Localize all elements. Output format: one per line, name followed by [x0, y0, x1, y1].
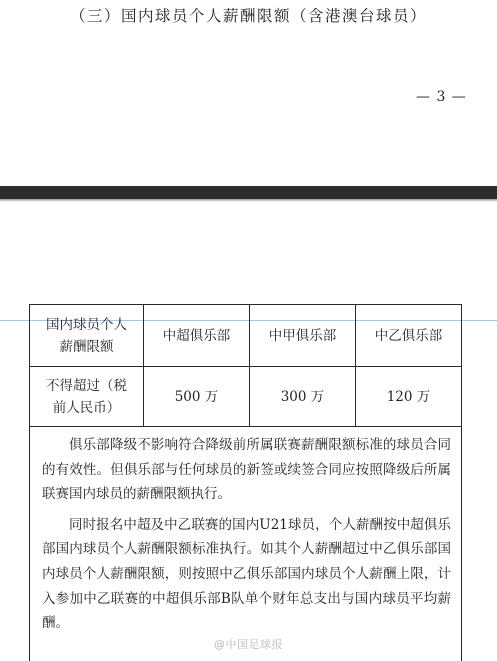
- page-separator: [0, 186, 497, 199]
- column-header-csl: 中超俱乐部: [144, 305, 250, 367]
- note-paragraph-relegation: 俱乐部降级不影响符合降级前所属联赛薪酬限额标准的球员合同的有效性。但俱乐部与任何球员的新签或续签合同应按照降级后所属联赛国内球员的薪酬限额执行。: [42, 437, 451, 503]
- table-notes-row: [30, 427, 462, 661]
- notes-cell: [30, 427, 462, 661]
- value-league-one: 300 万: [250, 367, 356, 427]
- value-csl: 500 万: [144, 367, 250, 427]
- document-page-top: [0, 0, 497, 186]
- section-heading: （三）国内球员个人薪酬限额（含港澳台球员）: [69, 7, 427, 25]
- header-label-line-1: 国内球员个人: [46, 316, 127, 333]
- header-label-line-2: 薪酬限额: [59, 338, 114, 355]
- row-label-line-2: 前人民币）: [52, 399, 121, 416]
- value-league-two: 120 万: [356, 367, 462, 427]
- column-header-league-one: 中甲俱乐部: [250, 305, 356, 367]
- row-label-cell: [30, 367, 144, 427]
- row-label-line-1: 不得超过（税: [46, 377, 127, 394]
- note-paragraph-u21: 同时报名中超及中乙联赛的国内U21球员，个人薪酬按中超俱乐部国内球员个人薪酬限额标准执行。如其个人薪酬超过中乙俱乐部国内球员个人薪酬限额，则按照中乙俱乐部国内球员个人薪酬上限，计入参加中乙联赛的中超俱乐部B队单个财年总支出与国内球员平均薪酬。: [42, 516, 451, 632]
- watermark: @中国足球报: [214, 638, 283, 651]
- salary-limit-table: [29, 304, 462, 661]
- page-number: — 3 —: [416, 89, 467, 105]
- header-label-cell: [30, 305, 144, 367]
- table-value-row: [30, 367, 462, 427]
- column-header-league-two: 中乙俱乐部: [356, 305, 462, 367]
- table-header-row: [30, 305, 462, 367]
